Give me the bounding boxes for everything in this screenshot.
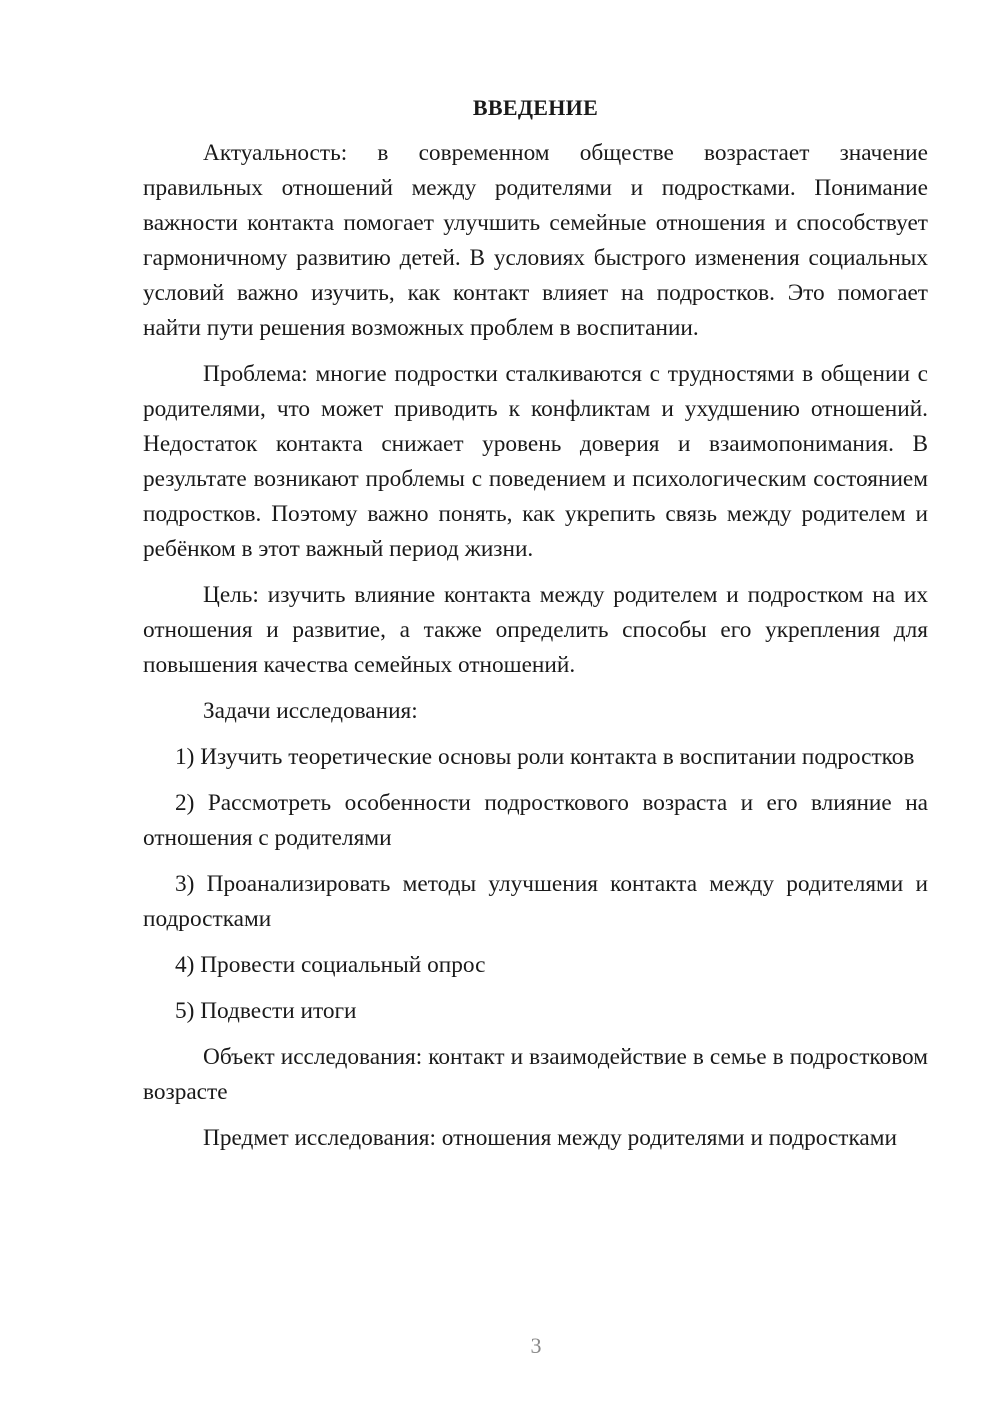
section-title: ВВЕДЕНИЕ [472, 95, 599, 120]
task-item-5: 5) Подвести итоги [175, 998, 357, 1024]
paragraph-problem: Проблема: многие подростки сталкиваются с трудностями в общении с родителями, что может приводить к конфликтам и ухудшению отношений. Недостаток контакта снижает уровень доверия и взаимопонимания. В результате возникают проблемы с поведением и психологическим состоянием подростков. Поэтому важно понять, как укрепить связь между родителем и ребёнком в этот важный период жизни. [143, 361, 928, 562]
task-item-2: 2) Рассмотреть особенности подросткового возраста и его влияние на отношения с родителями [143, 790, 928, 851]
task-item-3: 3) Проанализировать методы улучшения контакта между родителями и подростками [143, 871, 928, 932]
page-content [143, 90, 928, 1167]
tasks-heading: Задачи исследования: [203, 698, 418, 724]
paragraph-relevance: Актуальность: в современном обществе возрастает значение правильных отношений между родителями и подростками. Понимание важности контакта помогает улучшить семейные отношения и способствует гармоничному развитию детей. В условиях быстрого изменения социальных условий важно изучить, как контакт влияет на подростков. Это помогает найти пути решения возможных проблем в воспитании. [143, 140, 928, 341]
page-number: 3 [530, 1333, 542, 1358]
task-item-1: 1) Изучить теоретические основы роли контакта в воспитании подростков [175, 744, 915, 770]
task-item-4: 4) Провести социальный опрос [175, 952, 486, 978]
paragraph-object: Объект исследования: контакт и взаимодействие в семье в подростковом возрасте [143, 1044, 928, 1105]
paragraph-subject: Предмет исследования: отношения между родителями и подростками [203, 1125, 897, 1151]
paragraph-goal: Цель: изучить влияние контакта между родителем и подростком на их отношения и развитие, а также определить способы его укрепления для повышения качества семейных отношений. [143, 582, 928, 678]
